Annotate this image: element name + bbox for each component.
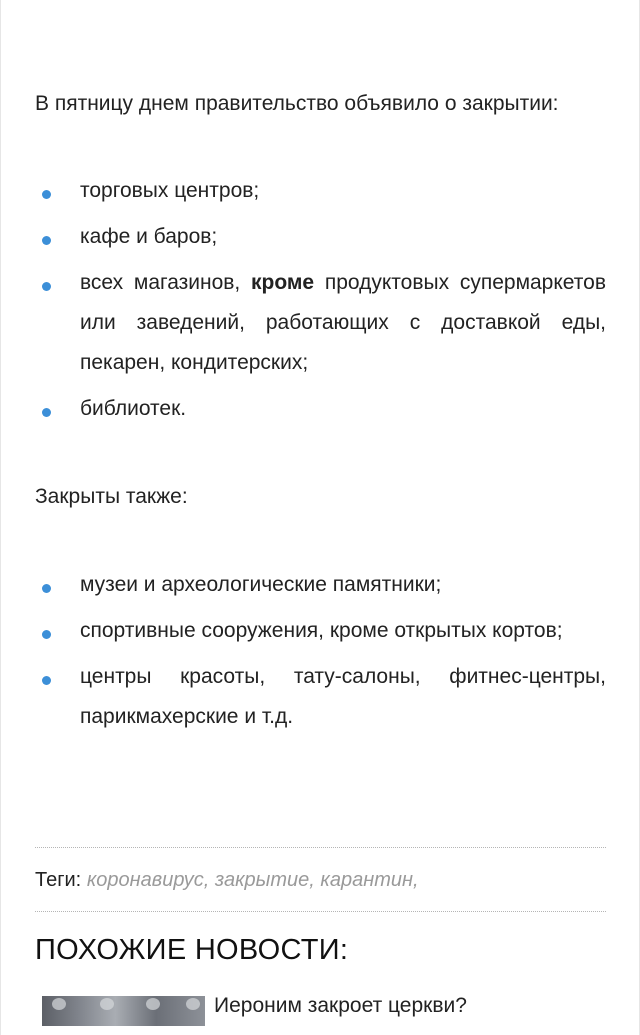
list-item-text-after: продуктовых супермаркетов или заведений, работающих с доставкой еды, пекарен, кондитерских; <box>80 271 606 374</box>
news-thumbnail[interactable] <box>42 996 205 1026</box>
closure-list <box>35 171 606 429</box>
tags-row <box>35 864 606 896</box>
also-closed-list <box>35 565 606 737</box>
tags-divider-bottom <box>35 911 606 912</box>
list-item <box>35 657 606 737</box>
list-item-bold-text: кроме <box>251 271 315 294</box>
also-closed-paragraph: Закрыты также: <box>35 485 188 508</box>
tags-label: Теги: <box>35 869 82 891</box>
list-item-text: кафе и баров; <box>80 225 218 248</box>
list-item-text: музеи и археологические памятники; <box>80 573 442 596</box>
list-item <box>35 171 606 211</box>
bullet-icon <box>42 408 51 417</box>
bullet-icon <box>42 282 51 291</box>
list-item <box>35 565 606 605</box>
news-title-link[interactable]: Иероним закроет церкви? <box>214 994 467 1017</box>
list-item-text: центры красоты, тату-салоны, фитнес-центры, парикмахерские и т.д. <box>80 665 606 728</box>
bullet-icon <box>42 190 51 199</box>
list-item <box>35 217 606 257</box>
tag-link[interactable]: карантин, <box>320 869 419 891</box>
list-item <box>35 611 606 651</box>
list-item-text: библиотек. <box>80 397 187 420</box>
article-body <box>35 84 606 737</box>
list-item <box>35 389 606 429</box>
tag-link[interactable]: коронавирус, <box>86 869 210 891</box>
bullet-icon <box>42 236 51 245</box>
list-item-text: спортивные сооружения, кроме открытых кортов; <box>80 619 563 642</box>
bullet-icon <box>42 676 51 685</box>
list-item <box>35 263 606 383</box>
intro-paragraph: В пятницу днем правительство объявило о закрытии: <box>35 92 559 115</box>
list-item-text-before: всех магазинов, <box>80 271 251 294</box>
similar-news-heading: ПОХОЖИЕ НОВОСТИ: <box>35 934 349 966</box>
page-left-border <box>0 0 1 1035</box>
bullet-icon <box>42 630 51 639</box>
bullet-icon <box>42 584 51 593</box>
tag-link[interactable]: закрытие, <box>214 869 315 891</box>
list-item-text: торговых центров; <box>80 179 260 202</box>
tags-divider-top <box>35 847 606 848</box>
